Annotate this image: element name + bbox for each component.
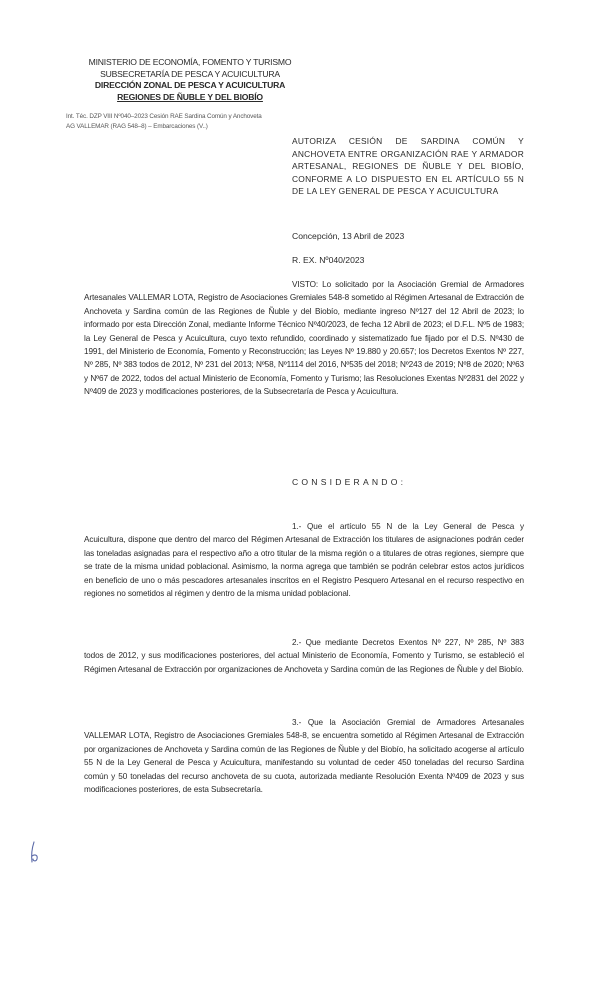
considerando-item-1 — [84, 520, 524, 600]
handwritten-initial-mark — [20, 838, 50, 868]
subsecretariat-name: SUBSECRETARÍA DE PESCA Y ACUICULTURA — [100, 68, 280, 79]
letterhead — [70, 57, 310, 103]
directorate-name: DIRECCIÓN ZONAL DE PESCA Y ACUICULTURA — [94, 80, 286, 90]
reference-line-1: Int. Téc. DZP VIII Nº040–2023 Cesión RAE Sardina Común y Anchoveta — [66, 113, 262, 120]
considerando-text-1: 1.- Que el artículo 55 N de la Ley General de Pesca y Acuicultura, dispone que dentro del marco del Régimen Artesanal de Extracción los titulares de asignaciones podrán ceder las toneladas asignadas para el respectivo año a otro titular de la misma región o a titulares de otras regiones, siempre que se trate de la misma unidad poblacional. Asimismo, la norma agrega que también se podrán celebrar estos actos jurídicos en beneficio de uno o más pescadores artesanales inscritos en el Registro Pesquero Artesanal en el recurso respectivo en regiones no sometidos al régimen y dentro de la misma unidad poblacional. — [84, 522, 524, 599]
considerando-heading: CONSIDERANDO: — [292, 477, 407, 487]
resolution-title: AUTORIZA CESIÓN DE SARDINA COMÚN Y ANCHOVETA ENTRE ORGANIZACIÓN RAE Y ARMADOR ARTESANAL, REGIONES DE ÑUBLE Y DEL BIOBÍO, CONFORME A LO DISPUESTO EN EL ARTÍCULO 55 N DE LA LEY GENERAL DE PESCA Y ACUICULTURA — [292, 136, 524, 197]
resolution-date: Concepción, 13 Abril de 2023 — [292, 231, 405, 241]
considerando-text-2: 2.- Que mediante Decretos Exentos Nº 227, Nº 285, Nº 383 todos de 2012, y sus modificaciones posteriores, del actual Ministerio de Economía, Fomento y Turismo, se estableció el Régimen Artesanal de Extracción por organizaciones de Anchoveta y Sardina común de las Regiones de Ñuble y del Biobío. — [84, 638, 524, 674]
reference-line-2: AG VALLEMAR (RAG 548–8) – Embarcaciones (V..) — [66, 122, 208, 130]
visto-paragraph — [84, 278, 524, 399]
resolution-number: R. EX. Nº040/2023 — [292, 255, 365, 265]
considerando-text-3: 3.- Que la Asociación Gremial de Armadores Artesanales VALLEMAR LOTA, Registro de Asociaciones Gremiales 548-8, se encuentra sometido al Régimen Artesanal de Extracción por organizaciones de Anchoveta y Sardina común de las Regiones de Ñuble y del Biobío, ha solicitado acogerse al artículo 55 N de la Ley General de Pesca y Acuicultura, manifestando su voluntad de ceder 450 toneladas del recurso Sardina común y 50 toneladas del recurso anchoveta de su cuota, autorizada mediante Resolución Exenta Nº409 de 2023 y sus modificaciones posteriores, de esta Subsecretaría. — [84, 718, 524, 795]
visto-text: VISTO: Lo solicitado por la Asociación Gremial de Armadores Artesanales VALLEMAR LOTA, Registro de Asociaciones Gremiales 548-8 sometido al Régimen Artesanal de Extracción de Anchoveta y Sardina común de las Regiones de Ñuble y del Biobío, mediante ingreso Nº127 del 12 Abril de 2023; lo informado por esta Dirección Zonal, mediante Informe Técnico Nº40/2023, de fecha 12 Abril de 2023; el D.F.L. Nº5 de 1983; la Ley General de Pesca y Acuicultura, cuyo texto refundido, coordinado y sistematizado fue fijado por el D.S. Nº430 de 1991, del Ministerio de Economía, Fomento y Reconstrucción; las Leyes Nº 19.880 y 20.657; los Decretos Exentos Nº 227, Nº 285, Nº 383 todos de 2012, Nº 231 del 2013; Nº58, Nº1114 del 2016, Nº535 del 2018; Nº243 de 2019; Nº8 de 2020; Nº63 y Nº67 de 2022, todos del actual Ministerio de Economía, Fomento y Turismo; las Resoluciones Exentas Nº2831 del 2022 y Nº409 de 2023 y modificaciones posteriores, de la Subsecretaría de Pesca y Acuicultura. — [84, 280, 524, 397]
considerando-item-2 — [84, 636, 524, 676]
reference-note — [66, 112, 306, 131]
considerando-item-3 — [84, 716, 524, 796]
regions-name: REGIONES DE ÑUBLE Y DEL BIOBÍO — [117, 91, 263, 102]
ministry-name: MINISTERIO DE ECONOMÍA, FOMENTO Y TURISMO — [88, 57, 292, 67]
